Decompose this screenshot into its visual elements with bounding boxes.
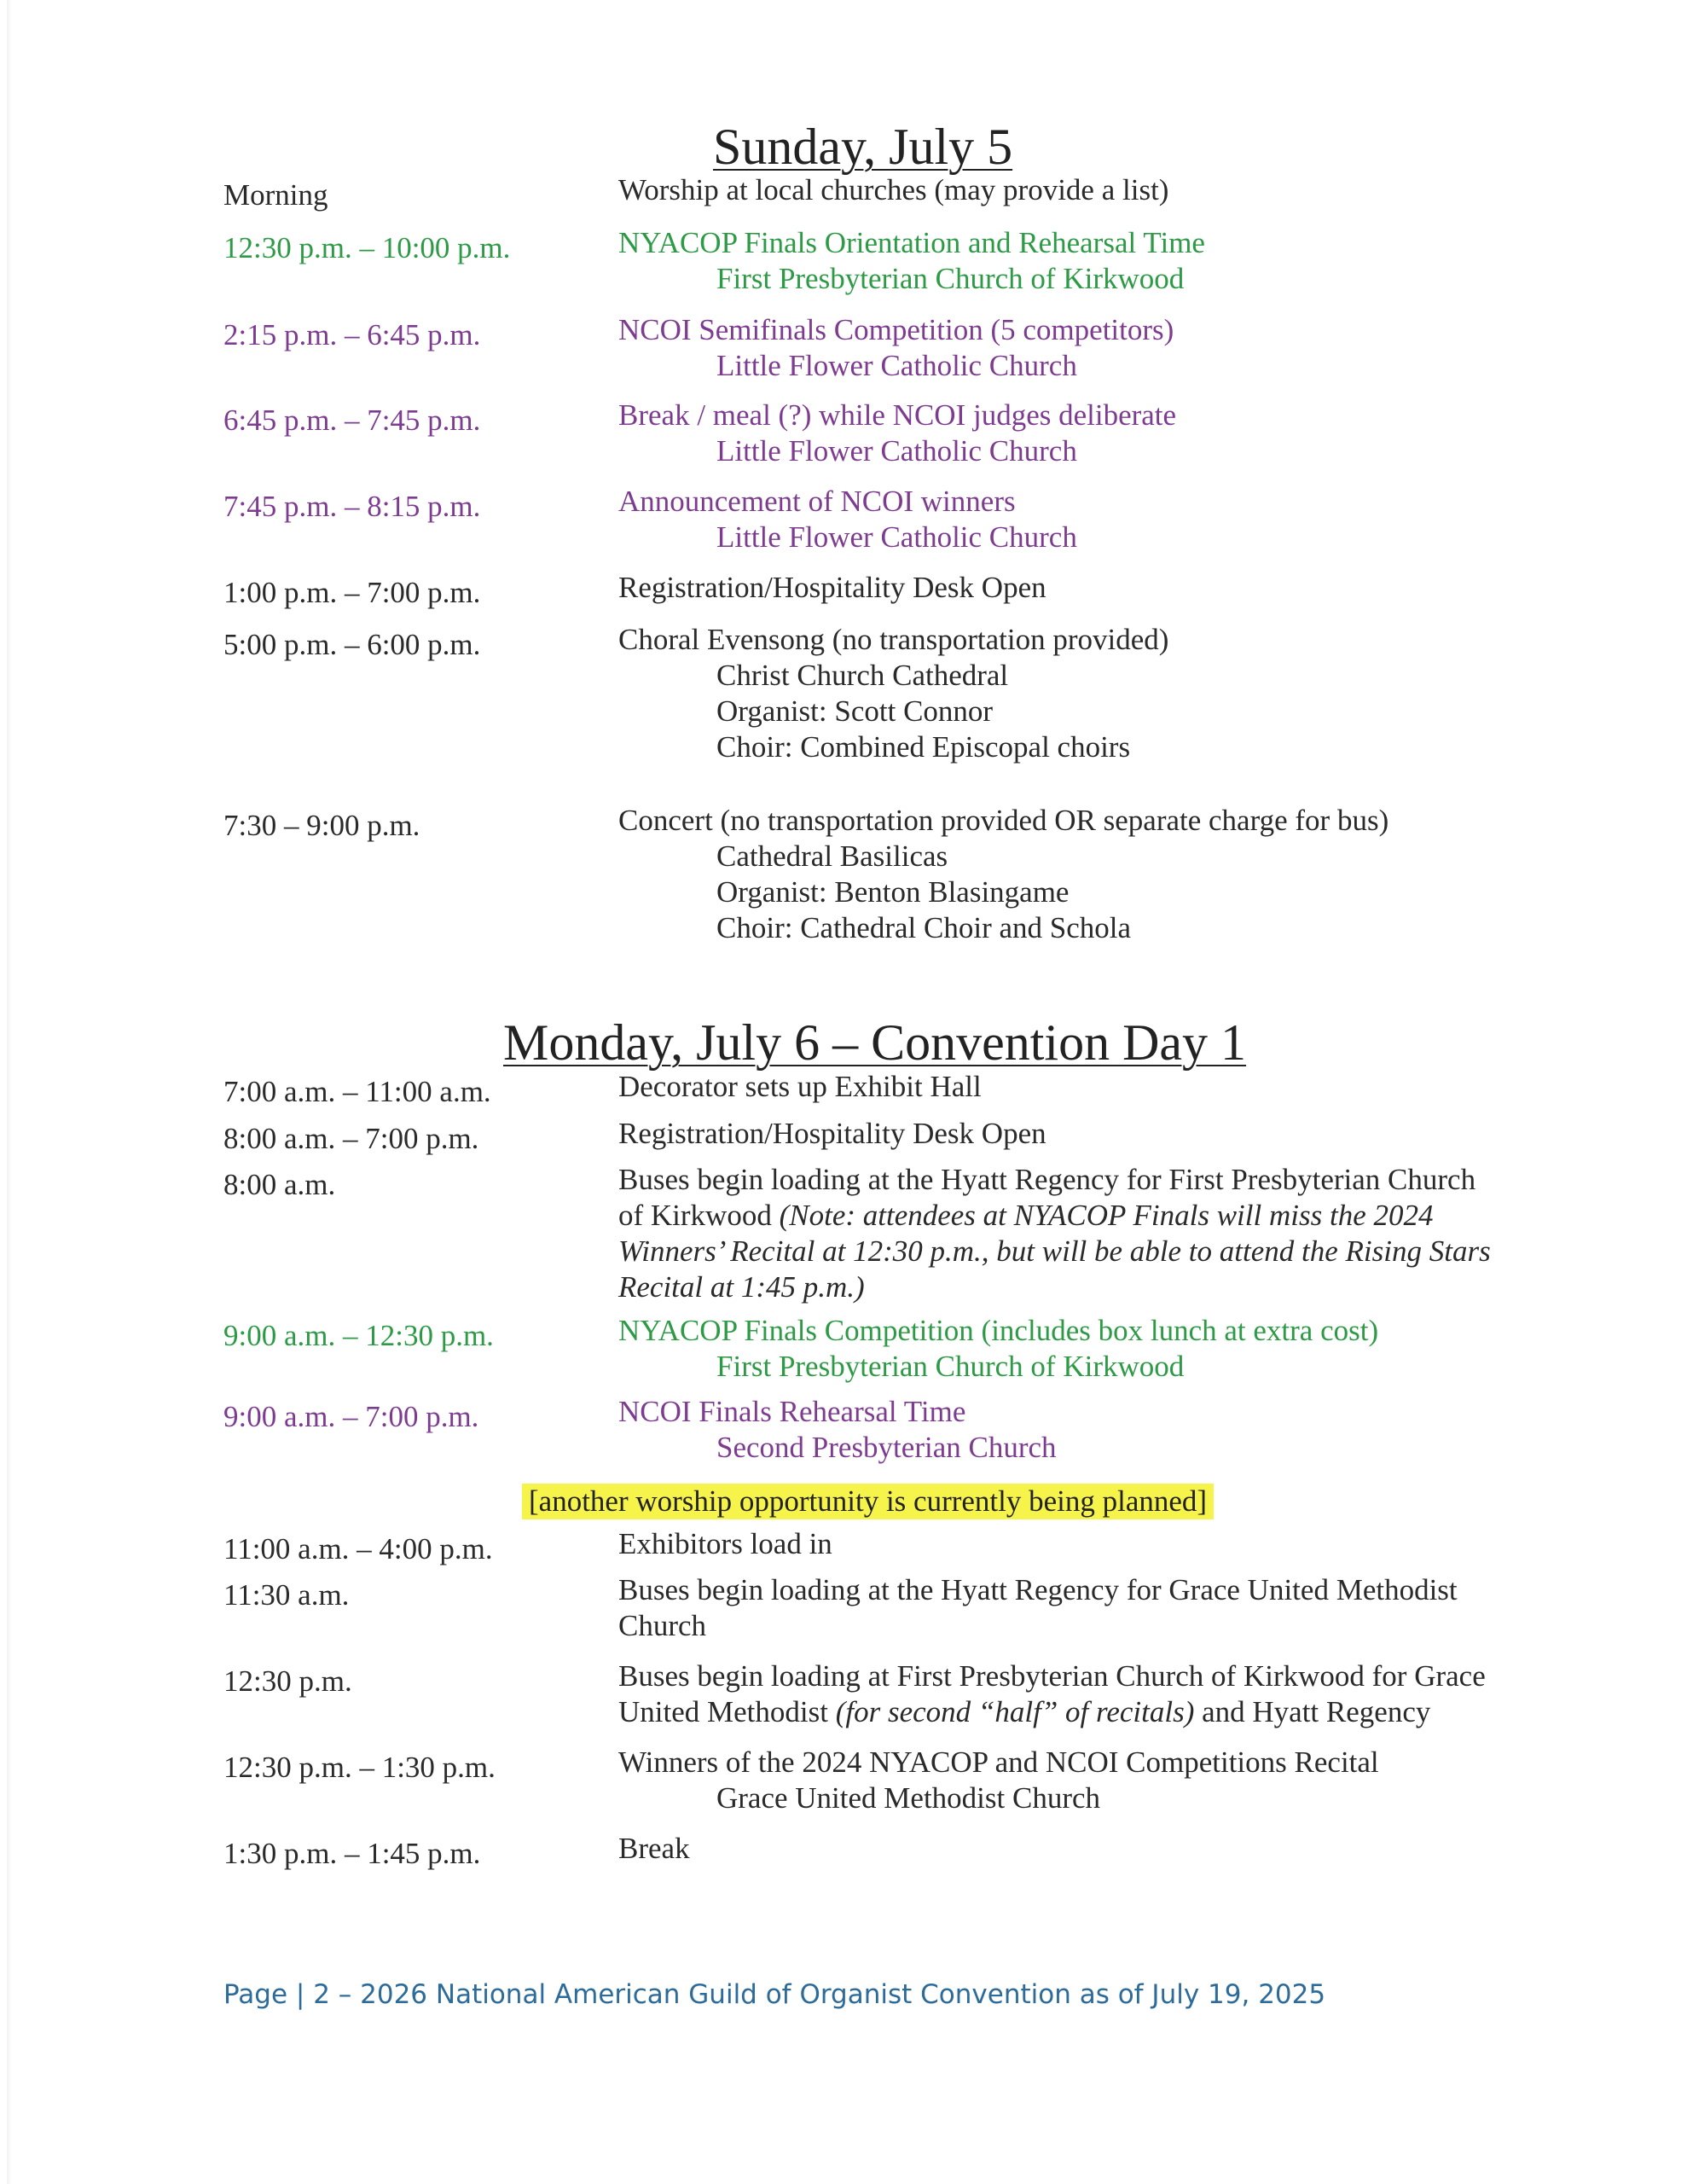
event-title: Worship at local churches (may provide a list) <box>618 173 1169 206</box>
event-title: NCOI Finals Rehearsal Time <box>618 1395 966 1428</box>
sunday-heading: Sunday, July 5 <box>713 119 1013 175</box>
event-title: Choral Evensong (no transportation provided) <box>618 623 1169 656</box>
event-line: Church <box>618 1609 707 1642</box>
event-description <box>618 312 1174 384</box>
event-line: Buses begin loading at the Hyatt Regency for First Presbyterian Church <box>618 1163 1476 1196</box>
event-title: Decorator sets up Exhibit Hall <box>618 1070 982 1103</box>
highlighted-note: [another worship opportunity is currently being planned] <box>522 1484 1214 1519</box>
event-note: Recital at 1:45 p.m.) <box>618 1270 865 1304</box>
event-note: (for second “half” of recitals) <box>835 1695 1195 1728</box>
event-location: Grace United Methodist Church <box>716 1781 1101 1815</box>
event-description <box>618 172 1168 208</box>
event-time: 1:30 p.m. – 1:45 p.m. <box>223 1837 481 1870</box>
event-title: Break / meal (?) while NCOI judges deliberate <box>618 398 1177 432</box>
event-location: Cathedral Basilicas <box>716 839 948 873</box>
event-time: 7:00 a.m. – 11:00 a.m. <box>223 1075 491 1108</box>
event-time: 11:00 a.m. – 4:00 p.m. <box>223 1532 493 1565</box>
event-location: Second Presbyterian Church <box>716 1431 1057 1464</box>
event-location: First Presbyterian Church of Kirkwood <box>716 1350 1185 1383</box>
event-time: 11:30 a.m. <box>223 1578 350 1612</box>
event-description <box>618 1658 1486 1730</box>
event-organist: Organist: Scott Connor <box>716 694 994 728</box>
event-description <box>618 225 1205 297</box>
event-text: and Hyatt Regency <box>1194 1695 1431 1728</box>
event-text: of Kirkwood <box>618 1199 780 1232</box>
event-time: 1:00 p.m. – 7:00 p.m. <box>223 576 481 609</box>
event-title: NYACOP Finals Competition (includes box lunch at extra cost) <box>618 1314 1379 1347</box>
event-text: United Methodist <box>618 1695 836 1728</box>
event-line: Buses begin loading at First Presbyterian Church of Kirkwood for Grace <box>618 1659 1486 1693</box>
event-time: 9:00 a.m. – 12:30 p.m. <box>223 1319 494 1352</box>
event-description <box>618 622 1168 765</box>
event-note: Winners’ Recital at 12:30 p.m., but will be able to attend the Rising Stars <box>618 1234 1491 1268</box>
event-time: 6:45 p.m. – 7:45 p.m. <box>223 404 481 437</box>
event-description <box>618 803 1388 946</box>
event-location: First Presbyterian Church of Kirkwood <box>716 262 1185 295</box>
page-edge <box>7 0 12 2184</box>
event-line <box>618 1198 1491 1234</box>
event-choir: Choir: Combined Episcopal choirs <box>716 730 1131 764</box>
event-description <box>618 1526 832 1562</box>
event-title: Exhibitors load in <box>618 1527 832 1560</box>
event-title: Announcement of NCOI winners <box>618 485 1016 518</box>
event-location: Christ Church Cathedral <box>716 659 1009 692</box>
monday-heading: Monday, July 6 – Convention Day 1 <box>503 1014 1247 1071</box>
event-location: Little Flower Catholic Church <box>716 434 1077 468</box>
event-time: 12:30 p.m. <box>223 1664 352 1698</box>
event-time: 8:00 a.m. <box>223 1168 336 1201</box>
event-time: 8:00 a.m. – 7:00 p.m. <box>223 1122 479 1155</box>
event-description <box>618 570 1046 606</box>
event-description <box>618 1116 1046 1152</box>
event-time: 5:00 p.m. – 6:00 p.m. <box>223 628 481 661</box>
event-time: 12:30 p.m. – 10:00 p.m. <box>223 231 511 264</box>
event-time: 7:30 – 9:00 p.m. <box>223 809 420 842</box>
event-time: 12:30 p.m. – 1:30 p.m. <box>223 1751 496 1784</box>
event-organist: Organist: Benton Blasingame <box>716 875 1070 909</box>
event-description <box>618 1745 1379 1816</box>
event-location: Little Flower Catholic Church <box>716 520 1077 554</box>
event-description <box>618 1162 1491 1305</box>
event-line: Buses begin loading at the Hyatt Regency for Grace United Methodist <box>618 1573 1458 1606</box>
event-title: Break <box>618 1832 690 1865</box>
page-footer: Page | 2 – 2026 National American Guild of Organist Convention as of July 19, 2025 <box>223 1979 1326 2010</box>
event-description <box>618 1394 1057 1466</box>
event-description <box>618 1572 1458 1644</box>
event-description <box>618 398 1176 469</box>
event-title: Winners of the 2024 NYACOP and NCOI Competitions Recital <box>618 1745 1379 1779</box>
event-description <box>618 1069 982 1105</box>
event-line <box>618 1694 1486 1730</box>
event-time: 2:15 p.m. – 6:45 p.m. <box>223 318 481 351</box>
event-time: 9:00 a.m. – 7:00 p.m. <box>223 1400 479 1433</box>
event-title: NCOI Semifinals Competition (5 competitors) <box>618 313 1174 346</box>
event-title: Concert (no transportation provided OR separate charge for bus) <box>618 804 1389 837</box>
event-title: Registration/Hospitality Desk Open <box>618 1117 1046 1150</box>
event-description <box>618 1831 690 1867</box>
event-title: NYACOP Finals Orientation and Rehearsal Time <box>618 226 1205 259</box>
event-title: Registration/Hospitality Desk Open <box>618 571 1046 604</box>
event-note: (Note: attendees at NYACOP Finals will miss the 2024 <box>779 1199 1434 1232</box>
event-time: 7:45 p.m. – 8:15 p.m. <box>223 490 481 523</box>
event-choir: Choir: Cathedral Choir and Schola <box>716 911 1132 944</box>
event-description <box>618 484 1077 555</box>
event-description <box>618 1313 1378 1385</box>
event-location: Little Flower Catholic Church <box>716 349 1077 382</box>
event-time: Morning <box>223 178 328 212</box>
